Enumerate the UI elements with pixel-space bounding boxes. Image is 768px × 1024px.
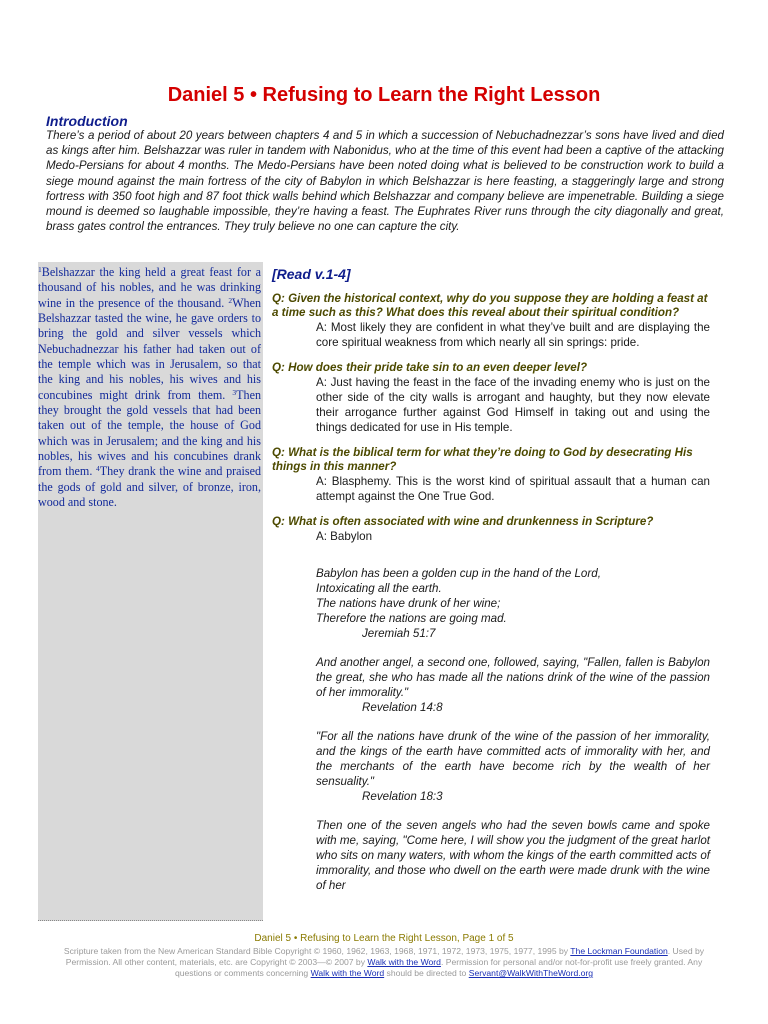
- question: Q: What is the biblical term for what they’re doing to God by desecrating His things in this manner?: [272, 446, 693, 473]
- question: Q: Given the historical context, why do you suppose they are holding a feast at a time such as this? What does this reveal about their spiritual condition?: [272, 292, 708, 319]
- verse-number: 2: [228, 295, 233, 305]
- scripture-quote-rev18: [316, 729, 710, 804]
- verse-number: 4: [96, 464, 100, 474]
- quote-line: Intoxicating all the earth.: [316, 582, 442, 595]
- verse-1: Belshazzar the king held a great feast for a thousand of his nobles, and he was drinking wine in the presence of the thousand.: [38, 265, 261, 310]
- read-heading: [Read v.1-4]: [272, 266, 351, 282]
- scripture-quote-rev14: [316, 655, 710, 715]
- quote-line: Therefore the nations are going mad.: [316, 612, 507, 625]
- quote-reference: Revelation 18:3: [362, 790, 443, 803]
- walk-with-the-word-link-2[interactable]: Walk with the Word: [310, 968, 385, 978]
- question: Q: How does their pride take sin to an even deeper level?: [272, 361, 588, 374]
- qa-item: [272, 361, 710, 435]
- footer-doc-title: Daniel 5 • Refusing to Learn the Right Lesson,: [254, 933, 460, 944]
- intro-paragraph: There’s a period of about 20 years between chapters 4 and 5 in which a succession of Nebuchadnezzar’s sons have lived and died as kings after him. Belshazzar was ruler in tandem with Nabonidus, who at the time of this event had been a captive of the attacking Medo-Persians for about 4 months. The Medo-Persians have been noted doing what is believed to be construction work to build a siege mound against the main fortress of the city of Babylon in which Belshazzar is here feasting, a staggeringly large and strong fortress with 350 foot high and 87 foot thick walls behind which Belshazzar and company believe are impenetrable. Building a siege mound is deemed so laughable impossible, they’re having a feast. The Euphrates River runs through the city diagonally and great, brass gates control the entrances. They truly believe no one can capture the city.: [46, 129, 724, 234]
- page-indicator: Page 1 of 5: [462, 933, 514, 944]
- page-title: Daniel 5 • Refusing to Learn the Right Lesson: [167, 84, 601, 106]
- scripture-quote-rev17: [316, 818, 710, 892]
- qa-item: [272, 292, 710, 350]
- intro-heading: Introduction: [46, 113, 128, 129]
- answer: A: Blasphemy. This is the worst kind of spiritual assault that a human can attempt against the One True God.: [316, 475, 710, 503]
- email-link[interactable]: Servant@WalkWithTheWord.org: [468, 968, 594, 978]
- qa-item: [272, 515, 710, 544]
- question: Q: What is often associated with wine and drunkenness in Scripture?: [272, 515, 654, 528]
- quote-line: Babylon has been a golden cup in the hand of the Lord,: [316, 567, 601, 580]
- answer: A: Most likely they are confident in what they’ve built and are displaying the core spiritual weakness from which nearly all sin springs: pride.: [316, 321, 710, 349]
- footer-title: [0, 933, 768, 944]
- footer-text: should be directed to: [386, 968, 467, 978]
- footer-text: . Permission for personal and/or not-for-profit use freely granted. Any questions or comments concerning: [174, 957, 703, 978]
- verse-3: Then they brought the gold vessels that had been taken out of the temple, the house of God which was in Jerusalem; and the king and his nobles, his wives and his concubines drank from them.: [38, 387, 261, 479]
- footer-text: Scripture taken from the New American Standard Bible Copyright © 1960, 1962, 1963, 1968, 1971, 1972, 1973, 1975, 1977, 1995 by: [63, 946, 569, 956]
- study-column: [272, 262, 710, 892]
- quote-reference: Jeremiah 51:7: [362, 627, 436, 640]
- answer: A: Just having the feast in the face of the invading enemy who is just on the other side of the city walls is arrogant and haughty, but they now elevate their arrogance further against God Himself in taking out and using the things dedicated for use in His temple.: [316, 376, 710, 434]
- verse-2: When Belshazzar tasted the wine, he gave orders to bring the gold and silver vessels which Nebuchadnezzar his father had taken out of the temple which was in Jerusalem, so that the king and his nobles, his wives and his concubines might drink from them.: [38, 295, 261, 402]
- verse-number: 3: [232, 387, 237, 397]
- footer-text: . Used by Permission. All other content, materials, etc. are Copyright © 2003—© 2007 by: [65, 946, 705, 967]
- answer: A: Babylon: [316, 530, 373, 543]
- verse-number: 1: [38, 265, 42, 274]
- quote-text: And another angel, a second one, followed, saying, "Fallen, fallen is Babylon the great, she who has made all the nations drink of the wine of the passion of her immorality.": [316, 656, 710, 699]
- quote-text: Then one of the seven angels who had the seven bowls came and spoke with me, saying, "Come here, I will show you the judgment of the great harlot who sits on many waters, with whom the kings of the earth committed acts of immorality, and those who dwell on the earth were made drunk with the wine of her: [316, 819, 710, 892]
- verse-4: They drank the wine and praised the gods of gold and silver, of bronze, iron, wood and stone.: [38, 464, 261, 510]
- walk-with-the-word-link[interactable]: Walk with the Word: [367, 957, 441, 967]
- quote-reference: Revelation 14:8: [362, 701, 443, 714]
- qa-item: [272, 446, 710, 504]
- scripture-panel: [38, 262, 263, 921]
- lockman-link[interactable]: The Lockman Foundation: [570, 946, 668, 956]
- quote-text: "For all the nations have drunk of the wine of the passion of her immorality, and the kings of the earth have committed acts of immorality with her, and the merchants of the earth have become rich by the wealth of her sensuality.": [316, 730, 710, 788]
- quote-line: The nations have drunk of her wine;: [316, 597, 501, 610]
- footer-copyright: [50, 946, 718, 979]
- scripture-quote-jeremiah: [316, 566, 710, 641]
- scripture-passage: [38, 262, 263, 511]
